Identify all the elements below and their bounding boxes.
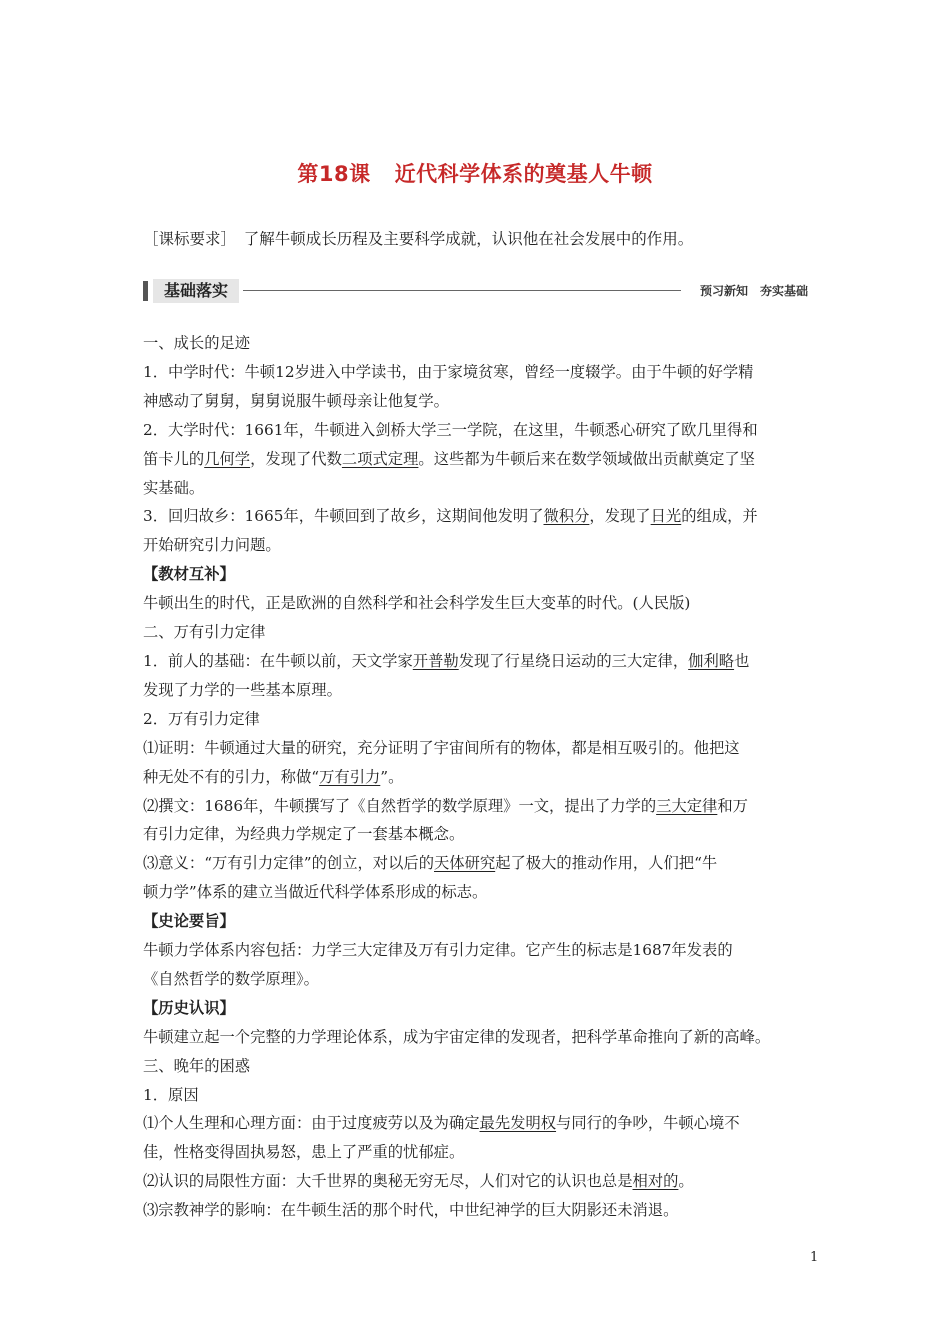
text-segment: 2．大学时代：1661年，牛顿进入剑桥大学三一学院，在这里，牛顿悉心研究了欧几里得和 — [143, 420, 758, 439]
text-line — [143, 589, 811, 618]
text-segment: ”。 — [380, 767, 404, 786]
section-callout-heading — [143, 907, 811, 936]
text-segment: 《自然哲学的数学原理》。 — [143, 969, 319, 988]
text-line — [143, 618, 811, 647]
text-segment: 2．万有引力定律 — [143, 709, 260, 728]
page-number: 1 — [810, 1250, 819, 1265]
text-line — [143, 763, 811, 792]
text-segment: ，发现了代数 — [250, 449, 342, 468]
text-segment: 与同行的争吵，牛顿心境不 — [556, 1114, 740, 1133]
text-segment: 的组成，并 — [681, 507, 758, 526]
page-title — [0, 158, 950, 188]
text-line — [143, 1167, 811, 1196]
underlined-keyword: 日光 — [650, 507, 682, 526]
text-segment: 顿力学”体系的建立当做近代科学体系形成的标志。 — [143, 883, 488, 902]
banner-subtitle: 预习新知 夯实基础 — [699, 284, 808, 298]
text-segment: 1．中学时代：牛顿12岁进入中学读书，由于家境贫寒，曾经一度辍学。由于牛顿的好学精 — [143, 362, 754, 381]
text-line — [143, 1023, 811, 1052]
lesson-number: 第18课 — [297, 162, 371, 186]
text-segment: ⑵撰文：1686年，牛顿撰写了《自然哲学的数学原理》一文，提出了力学的 — [143, 796, 657, 815]
lesson-name: 近代科学体系的奠基人牛顿 — [394, 162, 653, 186]
text-segment: 。 — [678, 1172, 694, 1191]
text-segment: ，发现了 — [589, 507, 651, 526]
text-line — [143, 734, 811, 763]
text-segment: ⑴证明：牛顿通过大量的研究，充分证明了宇宙间所有的物体，都是相互吸引的。他把这 — [143, 738, 740, 757]
text-line — [143, 1081, 811, 1110]
text-segment: 三、晚年的困惑 — [143, 1056, 251, 1075]
text-segment: 佳，性格变得固执易怒，患上了严重的忧郁症。 — [143, 1143, 465, 1162]
curriculum-requirement: ［课标要求］ 了解牛顿成长历程及主要科学成就，认识他在社会发展中的作用。 — [143, 230, 694, 248]
text-line — [143, 705, 811, 734]
text-line — [143, 416, 811, 445]
text-line — [143, 1196, 811, 1225]
text-line — [143, 647, 811, 676]
text-segment: 神感动了舅舅，舅舅说服牛顿母亲让他复学。 — [143, 391, 449, 410]
text-segment: 开始研究引力问题。 — [143, 536, 281, 555]
underlined-keyword: 三大定律 — [656, 796, 718, 815]
text-line — [143, 1109, 811, 1138]
text-segment: 发现了行星绕日运动的三大定律， — [458, 651, 689, 670]
underlined-keyword: 最先发明权 — [479, 1114, 557, 1133]
text-line — [143, 502, 811, 531]
text-segment: ⑶宗教神学的影响：在牛顿生活的那个时代，中世纪神学的巨大阴影还未消退。 — [143, 1201, 679, 1220]
text-line — [143, 1138, 811, 1167]
text-line — [143, 792, 811, 821]
underlined-keyword: 天体研究 — [434, 854, 496, 873]
text-segment: 【教材互补】 — [143, 565, 235, 584]
text-line — [143, 474, 811, 503]
banner-label: 基础落实 — [153, 279, 239, 303]
underlined-keyword: 相对的 — [632, 1172, 679, 1191]
text-segment: ⑶意义：“万有引力定律”的创立，对以后的 — [143, 854, 434, 873]
underlined-keyword: 万有引力 — [319, 767, 381, 786]
text-line — [143, 820, 811, 849]
text-line — [143, 1052, 811, 1081]
underlined-keyword: 二项式定理 — [341, 449, 419, 468]
text-segment: 有引力定律，为经典力学规定了一套基本概念。 — [143, 825, 465, 844]
text-segment: 1．前人的基础：在牛顿以前，天文学家 — [143, 651, 413, 670]
text-segment: 和万 — [717, 796, 748, 815]
text-line — [143, 358, 811, 387]
text-line — [143, 387, 811, 416]
text-segment: 牛顿出生的时代，正是欧洲的自然科学和社会科学发生巨大变革的时代。(人民版) — [143, 594, 691, 613]
text-line — [143, 676, 811, 705]
text-segment: ⑴个人生理和心理方面：由于过度疲劳以及为确定 — [143, 1114, 480, 1133]
text-segment: 发现了力学的一些基本原理。 — [143, 680, 342, 699]
banner-bar — [143, 281, 148, 301]
text-segment: 【历史认识】 — [143, 998, 235, 1017]
text-segment: 一、成长的足迹 — [143, 334, 251, 352]
text-line — [143, 936, 811, 965]
text-segment: 笛卡儿的 — [143, 449, 205, 468]
underlined-keyword: 几何学 — [204, 449, 251, 468]
section-callout-heading — [143, 560, 811, 589]
text-line — [143, 965, 811, 994]
text-line — [143, 329, 811, 358]
underlined-keyword: 微积分 — [543, 507, 590, 526]
text-segment: 起了极大的推动作用，人们把“牛 — [495, 854, 718, 873]
text-segment: 【史论要旨】 — [143, 912, 235, 931]
text-segment: 3．回归故乡：1665年，牛顿回到了故乡，这期间他发明了 — [143, 507, 544, 526]
text-segment: 牛顿建立起一个完整的力学理论体系，成为宇宙定律的发现者，把科学革命推向了新的高峰。 — [143, 1027, 771, 1046]
section-banner — [143, 278, 808, 304]
body-text — [143, 329, 811, 1225]
text-segment: 。这些都为牛顿后来在数学领域做出贡献奠定了坚 — [418, 449, 755, 468]
text-segment: 二、万有引力定律 — [143, 623, 266, 642]
text-segment: 也 — [734, 651, 750, 670]
text-line — [143, 445, 811, 474]
text-line — [143, 878, 811, 907]
section-callout-heading — [143, 994, 811, 1023]
text-line — [143, 531, 811, 560]
banner-divider — [243, 290, 681, 291]
underlined-keyword: 伽利略 — [688, 651, 735, 670]
text-line — [143, 849, 811, 878]
text-segment: 实基础。 — [143, 478, 205, 497]
text-segment: ⑵认识的局限性方面：大千世界的奥秘无穷无尽，人们对它的认识也总是 — [143, 1172, 633, 1191]
underlined-keyword: 开普勒 — [412, 651, 459, 670]
text-segment: 牛顿力学体系内容包括：力学三大定律及万有引力定律。它产生的标志是1687年发表的 — [143, 941, 733, 960]
text-segment: 1．原因 — [143, 1085, 199, 1104]
text-segment: 种无处不有的引力，称做“ — [143, 767, 320, 786]
